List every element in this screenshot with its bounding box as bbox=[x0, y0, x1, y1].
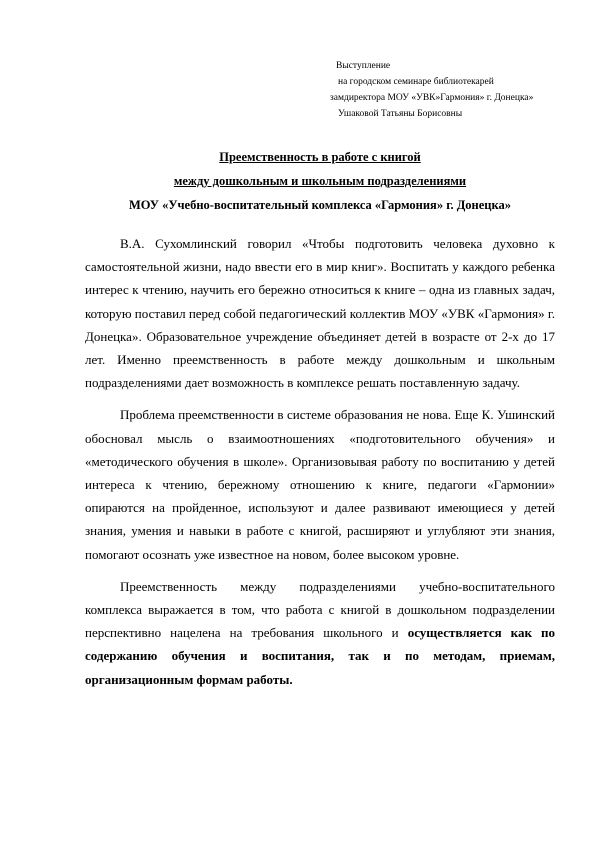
paragraph-text: Преемственность между подразделениями учебно-воспитательного комплекса выражается в том, что работа с книгой в дошкольном подразделении перспективно нацелена на требования школьного и bbox=[85, 578, 555, 641]
header-line: на городском семинаре библиотекарей bbox=[338, 77, 494, 87]
document-title bbox=[90, 145, 550, 217]
paragraph-bold-text: осуществляется как по содержанию обучения и воспитания, так и по методам, приемам, организационным формам работы. bbox=[85, 625, 555, 687]
header-line: замдиректора МОУ «УВК»Гармония» г. Донецка» bbox=[330, 93, 534, 103]
title-line-1: Преемственность в работе с книгой bbox=[219, 150, 421, 164]
paragraph-last bbox=[85, 575, 555, 691]
paragraph: Проблема преемственности в системе образования не нова. Еще К. Ушинский обосновал мысль о взаимоотношениях «подготовительного обучения» и «методического обучения в школе». Организовывая работу по воспитанию у детей интереса к чтению, бережному отношению к книге, педагоги «Гармонии» опираются на пройденное, используют и далее развивают имеющиеся у детей знания, умения и навыки в работе с книгой, расширяют и углубляют эти знания, помогают осознать уже известное на новом, более высоком уровне. bbox=[85, 407, 555, 562]
header-line: Ушаковой Татьяны Борисовны bbox=[338, 109, 463, 119]
header-line: Выступление bbox=[336, 61, 391, 71]
paragraph: В.А. Сухомлинский говорил «Чтобы подготовить человека духовно к самостоятельной жизни, надо ввести его в мир книг». Воспитать у каждого ребенка интерес к чтению, научить его бережно относиться к книге – одна из главных задач, которую поставил перед собой педагогический коллектив МОУ «УВК «Гармония» г. Донецка». Образовательное учреждение объединяет детей в возрасте от 2-х до 17 лет. Именно преемственность в работе между дошкольным и школьным подразделениями дает возможность в комплексе решать поставленную задачу. bbox=[85, 236, 555, 391]
title-line-2: между дошкольным и школьным подразделениями bbox=[173, 174, 467, 188]
document-body bbox=[85, 232, 555, 700]
speech-header bbox=[330, 58, 533, 122]
title-line-3: МОУ «Учебно-воспитательный комплекса «Гармония» г. Донецка» bbox=[128, 198, 512, 212]
